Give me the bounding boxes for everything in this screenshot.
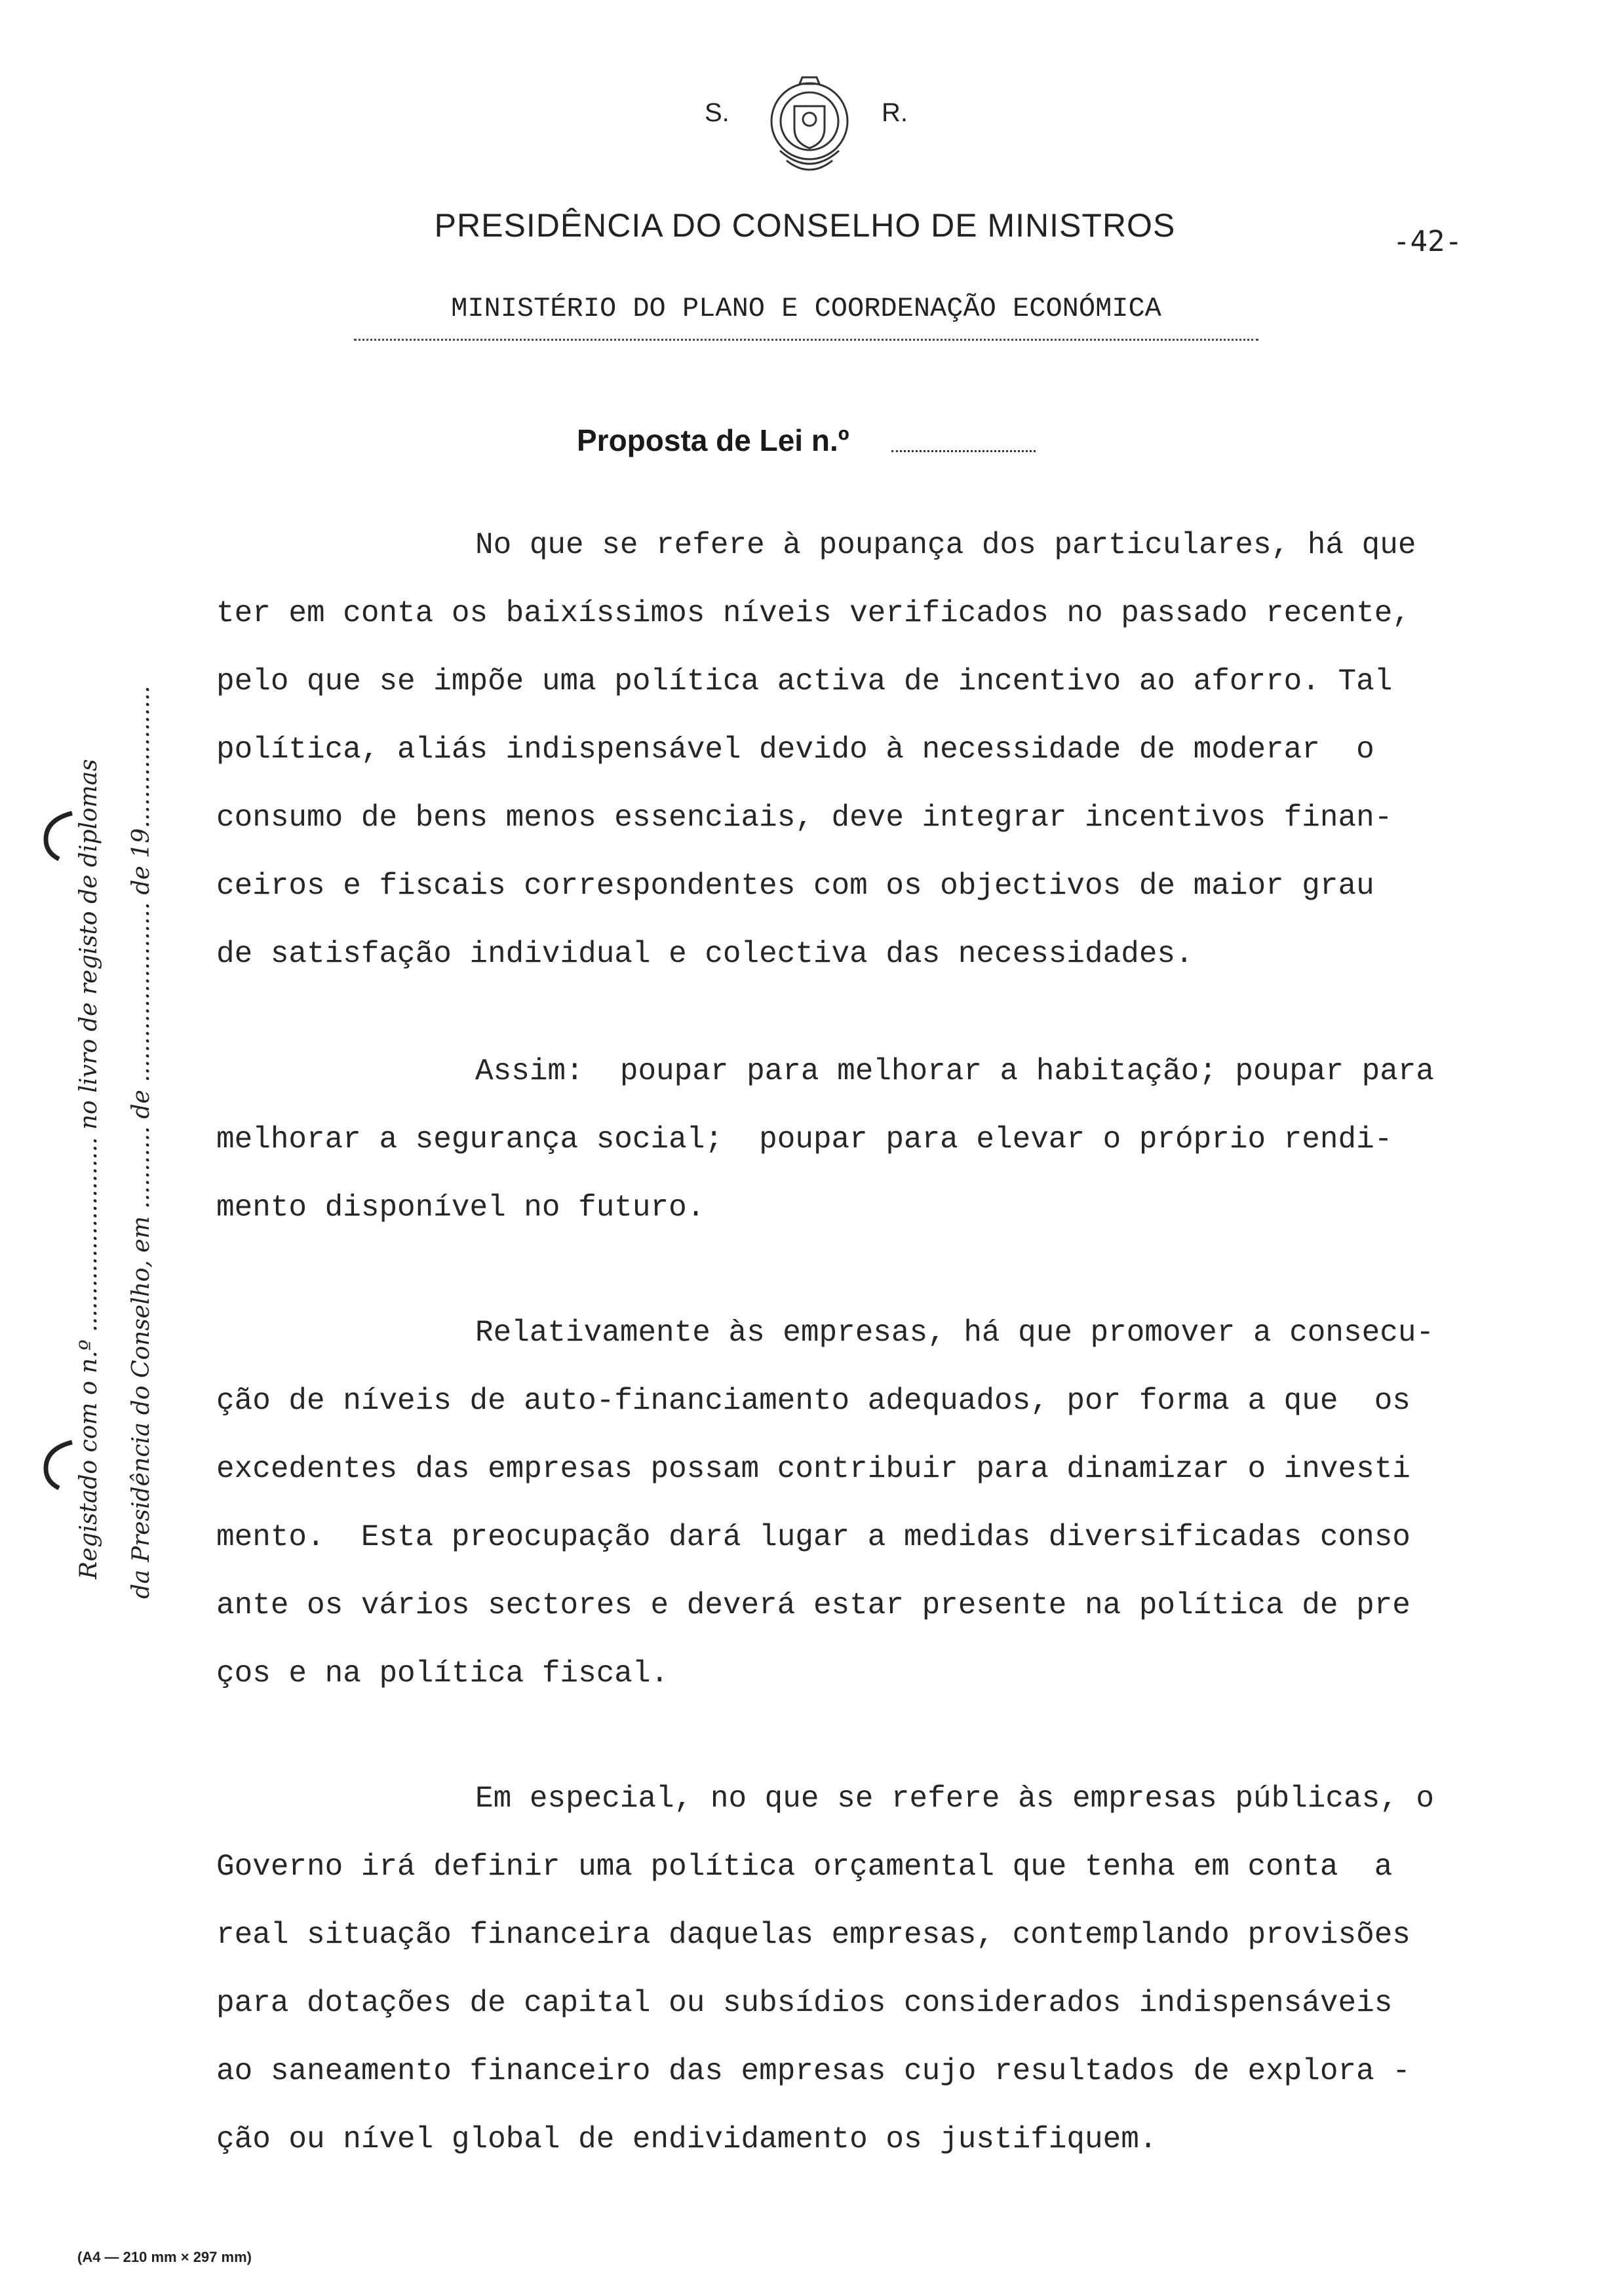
margin-registration-line-2: da Presidência do Conselho, em ........... de ........................ de 19................... (128, 685, 155, 1599)
paragraph-line: real situação financeira daquelas empresas, contemplando provisões (216, 1918, 1411, 1952)
paragraph-line: Governo irá definir uma política orçamental que tenha em conta a (216, 1850, 1393, 1884)
header-r-letter: R. (882, 98, 908, 127)
paragraph-line: mento. Esta preocupação dará lugar a medidas diversificadas conso (216, 1520, 1411, 1554)
paragraph-1 (216, 511, 1521, 988)
paragraph-4 (216, 1765, 1521, 2173)
paragraph-line: ter em conta os baixíssimos níveis verificados no passado recente, (216, 596, 1411, 630)
paragraph-line: pelo que se impõe uma política activa de incentivo ao aforro. Tal (216, 664, 1393, 698)
paragraph-line: ços e na política fiscal. (216, 1656, 669, 1691)
proposta-heading: Proposta de Lei n.º (577, 423, 849, 457)
paragraph-line: consumo de bens menos essenciais, deve integrar incentivos finan- (216, 801, 1393, 835)
margin-brace-icon (39, 1438, 79, 1491)
paragraph-2 (216, 1037, 1521, 1242)
paper-size-footer: (A4 — 210 mm × 297 mm) (77, 2249, 252, 2265)
margin-brace-icon (39, 809, 79, 862)
paragraph-line: ção de níveis de auto-financiamento adequados, por forma a que os (216, 1384, 1411, 1418)
coat-of-arms-seal (760, 72, 859, 187)
paragraph-line: Relativamente às empresas, há que promover a consecu- (475, 1316, 1435, 1350)
paragraph-line: Em especial, no que se refere às empresas públicas, o (475, 1782, 1435, 1816)
header-divider (354, 339, 1258, 341)
margin-registration-line-1: Registado com o n.º .......................... no livro de registo de diplomas (75, 759, 102, 1579)
page-title (0, 206, 1615, 244)
paragraph-line: ao saneamento financeiro das empresas cujo resultados de explora - (216, 2054, 1411, 2088)
paragraph-line: Assim: poupar para melhorar a habitação; poupar para (475, 1054, 1435, 1088)
paragraph-line: mento disponível no futuro. (216, 1191, 705, 1225)
paragraph-line: ção ou nível global de endividamento os justifiquem. (216, 2122, 1158, 2156)
paragraph-line: ante os vários sectores e deverá estar presente na política de pre (216, 1588, 1411, 1622)
paragraph-line: No que se refere à poupança dos particulares, há que (475, 528, 1416, 562)
paragraph-line: de satisfação individual e colectiva das necessidades. (216, 937, 1194, 971)
paragraph-line: excedentes das empresas possam contribuir para dinamizar o investi (216, 1452, 1411, 1486)
ministerio-subtitle: MINISTÉRIO DO PLANO E COORDENAÇÃO ECONÓMICA (451, 293, 1161, 324)
paragraph-3 (216, 1299, 1521, 1708)
presidencia-title: PRESIDÊNCIA DO CONSELHO DE MINISTROS (434, 207, 1176, 244)
paragraph-line: melhorar a segurança social; poupar para elevar o próprio rendi- (216, 1122, 1393, 1157)
header-s-letter: S. (705, 98, 730, 127)
paragraph-line: política, aliás indispensável devido à necessidade de moderar o (216, 733, 1374, 767)
proposta-number-blank (891, 450, 1036, 452)
page-number: -42- (1393, 225, 1462, 258)
paragraph-line: ceiros e fiscais correspondentes com os objectivos de maior grau (216, 869, 1374, 903)
paragraph-line: para dotações de capital ou subsídios considerados indispensáveis (216, 1986, 1393, 2020)
